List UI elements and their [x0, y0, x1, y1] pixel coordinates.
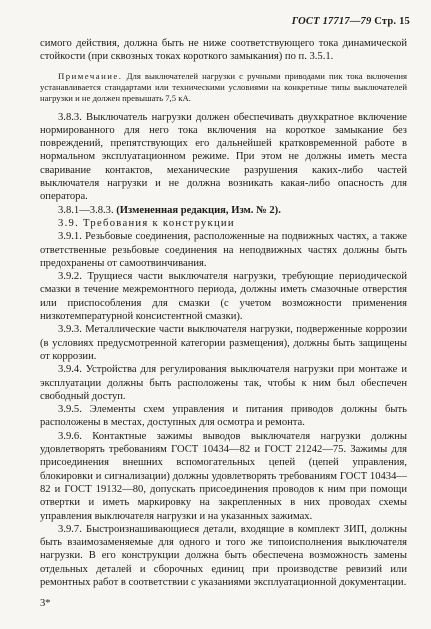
sheet-mark: 3* — [40, 598, 51, 609]
paragraph-3-9-4: 3.9.4. Устройства для регулирования выключателя нагрузки при монтаже и эксплуатации должны быть расположены так, чтобы к ним был обеспечен свободный доступ. — [40, 364, 407, 402]
paragraph-3-9-5: 3.9.5. Элементы схем управления и питания приводов должны быть расположены в местах, доступных для осмотра и ремонта. — [40, 404, 407, 429]
paragraph-3-8-3: 3.8.3. Выключатель нагрузки должен обеспечивать двухкратное включение нормированного для него тока включения на короткое замыкание без повреждений, препятствующих его дальнейшей кратковременной работе в нормальном эксплуатационном режиме. При этом не должны иметь места сваривание контактов, механические разрушения каких-либо частей выключателя нагрузки и не должна возникать какая-либо опасность для оператора. — [40, 111, 407, 203]
page-header — [292, 16, 410, 27]
paragraph-3-9-6: 3.9.6. Контактные зажимы выводов выключателя нагрузки должны удовлетворять требованиям ГОСТ 10434—82 и ГОСТ 21242—75. Зажимы для присоединения внешних вспомогательных цепей (цепей управления, блокировки и сигнализации) должны удовлетворять требованиям ГОСТ 10434—82 и ГОСТ 19132—80, допускать присоединения проводов к ним при помощи отвертки и иметь маркировку на закрепленных в них проводах схемы управления выключателя нагрузки и на указанных зажимах. — [40, 430, 407, 522]
paragraph-3-9-1: 3.9.1. Резьбовые соединения, расположенные на подвижных частях, а также ответственные резьбовые соединения на неподвижных частях должны быть предохранены от самоотвинчивания. — [40, 231, 407, 269]
section-heading-3-9: 3.9. Требования к конструкции — [58, 217, 235, 229]
note — [40, 71, 407, 104]
amendment-note — [40, 204, 407, 217]
note-text: Для выключателей нагрузки с ручными приводами пик тока включения устанавливается стандартами или техническими условиями на конкретные типы выключателей нагрузки и не должен превышать 7,5 кА. — [40, 70, 408, 103]
paragraph-3-9-2: 3.9.2. Трущиеся части выключателя нагрузки, требующие периодической смазки в течение межремонтного периода, должны иметь смазочные отверстия или приспособления для смазки (с учетом возможности применения низкотемпературной консистентной смазки). — [40, 271, 407, 323]
standard-number: ГОСТ 17717—79 — [291, 16, 372, 27]
paragraph-intro: симого действия, должна быть не ниже соответствующего тока динамической стойкости (при сквозных токах короткого замыкания) по п. 3.5.1. — [40, 38, 407, 63]
paragraph-3-9-3: 3.9.3. Металлические части выключателя нагрузки, подверженные коррозии (в условиях предусмотренной категории размещения), должны быть защищены от коррозии. — [40, 324, 407, 362]
page-number: Стр. 15 — [374, 16, 410, 27]
amendment-range: 3.8.1—3.8.3. — [58, 204, 114, 216]
paragraph-3-9-7: 3.9.7. Быстроизнашивающиеся детали, входящие в комплект ЗИП, должны быть взаимозаменяемые для одного и того же типоисполнения выключателя нагрузки. В его конструкции должна быть обеспечена возможность замены отдельных деталей и сборочных единиц при производстве ревизий или ремонтных работ в соответствии с указаниями эксплуатационной документации. — [40, 523, 407, 588]
note-label: Примечание. — [58, 70, 123, 81]
amendment-text: (Измененная редакция, Изм. № 2). — [116, 204, 281, 216]
document-body — [40, 37, 407, 589]
